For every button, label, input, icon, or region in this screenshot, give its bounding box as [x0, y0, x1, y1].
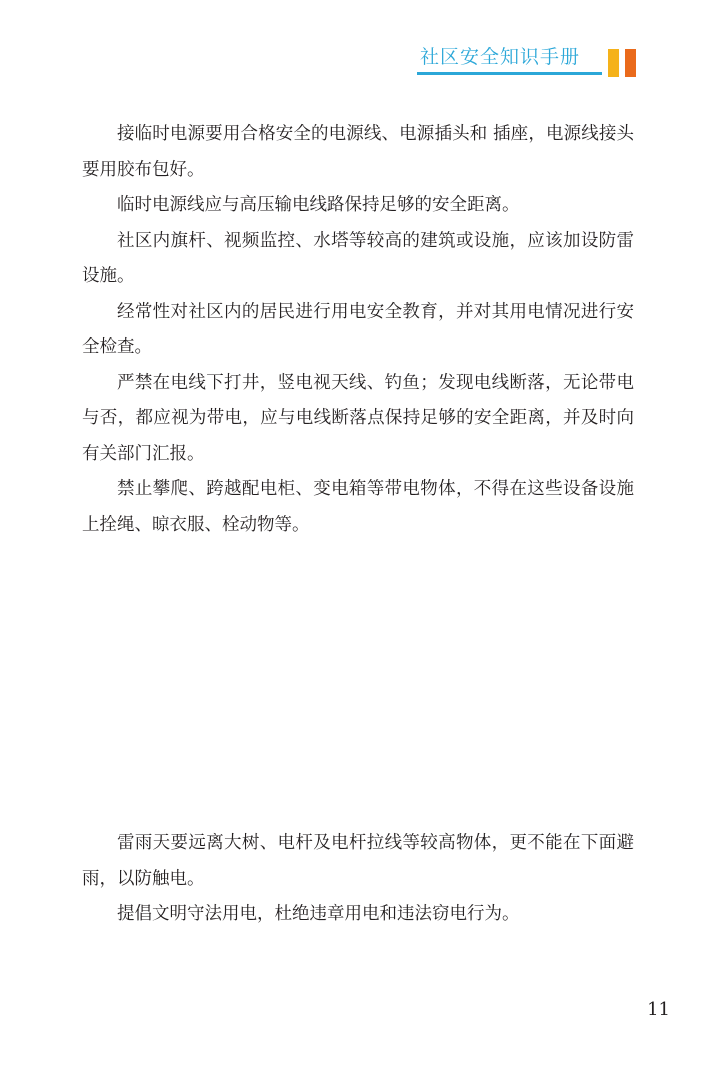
body-text-bottom: [82, 826, 634, 933]
body-text-top: [82, 117, 634, 543]
header-underline: [417, 72, 602, 75]
paragraph: 接临时电源要用合格安全的电源线、电源插头和 插座，电源线接头要用胶布包好。: [82, 124, 634, 180]
header-bar-yellow: [608, 49, 619, 77]
paragraph: 社区内旗杆、视频监控、水塔等较高的建筑或设施，应该加设防雷设施。: [82, 230, 634, 286]
paragraph: 经常性对社区内的居民进行用电安全教育，并对其用电情况进行安全检查。: [82, 301, 634, 357]
paragraph: 临时电源线应与高压输电线路保持足够的安全距离。: [117, 195, 520, 215]
paragraph: 禁止攀爬、跨越配电柜、变电箱等带电物体，不得在这些设备设施上拴绳、晾衣服、栓动物等。: [82, 479, 634, 535]
paragraph: 提倡文明守法用电，杜绝违章用电和违法窃电行为。: [117, 904, 520, 924]
paragraph: 雷雨天要远离大树、电杆及电杆拉线等较高物体，更不能在下面避雨，以防触电。: [82, 833, 634, 889]
paragraph: 严禁在电线下打井，竖电视天线、钓鱼；发现电线断落，无论带电与否，都应视为带电，应与电线断落点保持足够的安全距离，并及时向有关部门汇报。: [82, 372, 634, 464]
page-number: 11: [647, 999, 670, 1020]
header-title: 社区安全知识手册: [420, 46, 581, 68]
header-bar-orange: [625, 49, 636, 77]
